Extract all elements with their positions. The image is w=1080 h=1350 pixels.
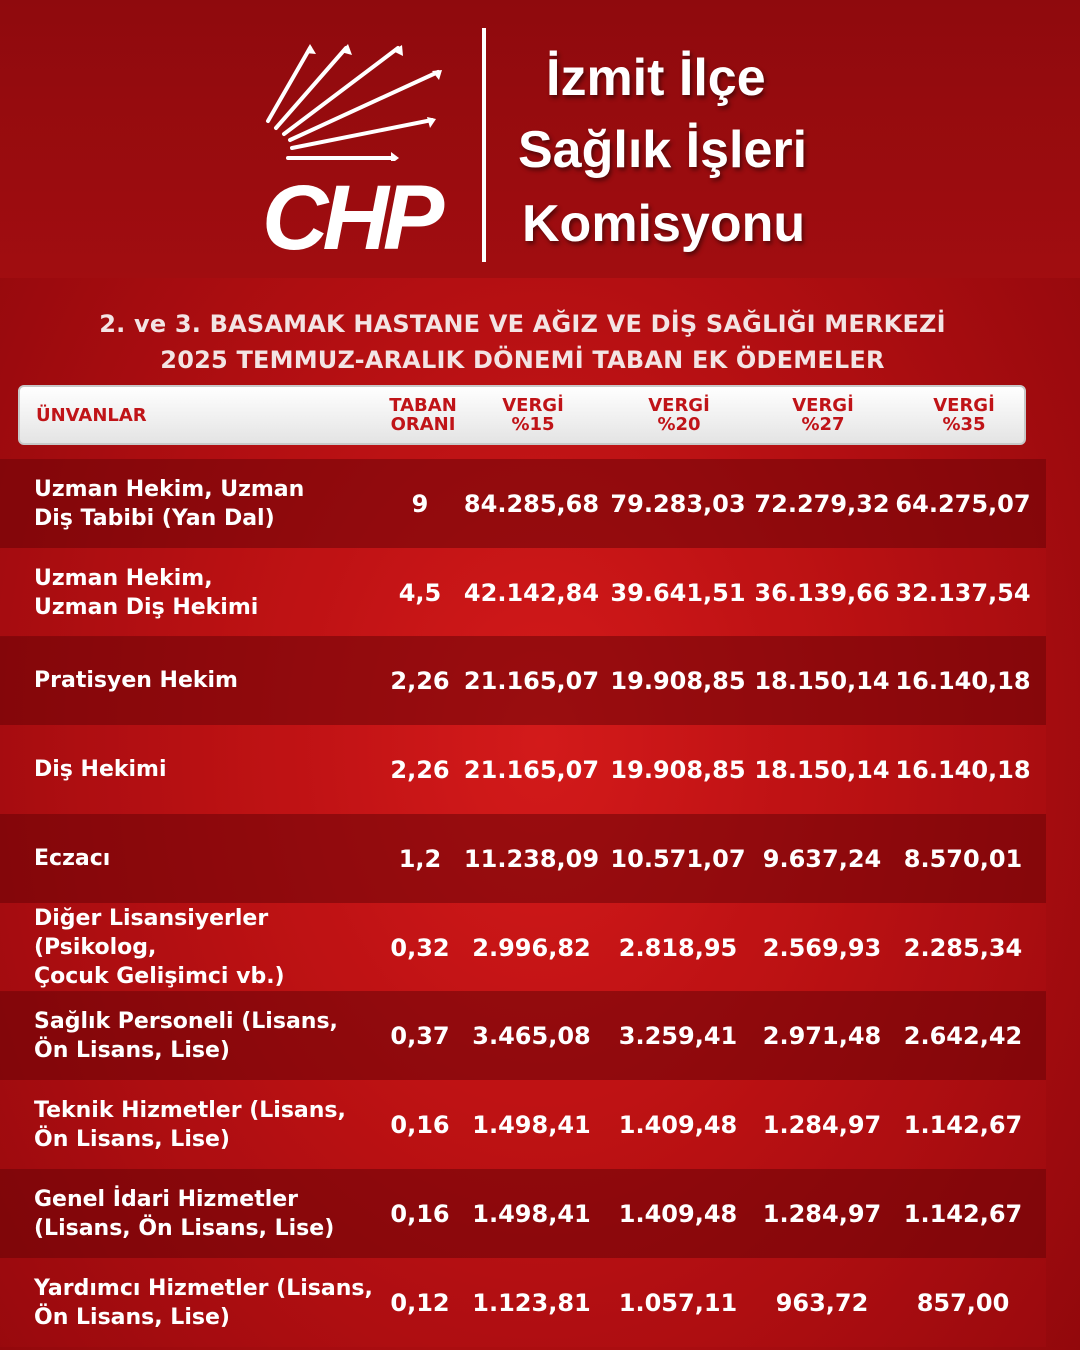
table-row	[0, 725, 1046, 814]
vergi-15-cell: 1.498,41	[472, 1110, 591, 1139]
taban-orani-cell: 2,26	[390, 666, 450, 695]
taban-orani-cell: 0,12	[390, 1288, 450, 1317]
row-title-line1: Diğer Lisansiyerler (Psikolog,	[34, 906, 269, 960]
vergi-20-cell: 19.908,85	[610, 755, 746, 784]
vergi-27-cell: 72.279,32	[754, 489, 890, 518]
vergi-35-cell: 1.142,67	[903, 1110, 1023, 1139]
vergi-15-cell: 21.165,07	[463, 755, 600, 784]
chp-logo-text: CHP	[262, 167, 439, 269]
chp-six-arrows-icon	[258, 36, 458, 161]
vergi-27-cell: 2.971,48	[762, 1021, 882, 1050]
taban-orani-cell: 0,37	[390, 1021, 450, 1050]
row-title-line1: Uzman Hekim,	[34, 565, 213, 591]
row-title-line2: (Lisans, Ön Lisans, Lise)	[34, 1215, 335, 1241]
vergi-27-cell: 1.284,97	[762, 1199, 882, 1228]
row-title-line1: Yardımcı Hizmetler (Lisans,	[34, 1275, 373, 1301]
header-vergi-15-line2: %15	[511, 414, 555, 435]
row-title	[34, 1258, 384, 1347]
row-title	[34, 459, 384, 548]
vergi-15-cell: 3.465,08	[472, 1021, 591, 1050]
table-row	[0, 1258, 1046, 1347]
taban-orani-cell: 0,32	[390, 933, 450, 962]
header-vergi-20	[646, 396, 712, 434]
vergi-27-cell: 18.150,14	[754, 755, 890, 784]
header-vergi-35-line1: VERGİ	[933, 395, 995, 416]
table-row	[0, 903, 1046, 992]
row-title-line1: Eczacı	[34, 846, 111, 871]
vergi-20-cell: 3.259,41	[618, 1021, 738, 1050]
row-title-line2: Ön Lisans, Lise)	[34, 1126, 230, 1152]
header-vergi-27	[790, 396, 856, 434]
header-vergi-27-line2: %27	[801, 414, 845, 435]
row-title-line1: Genel İdari Hizmetler	[34, 1186, 299, 1212]
title-line-1: İzmit İlçe	[546, 49, 766, 107]
vergi-15-cell: 2.996,82	[472, 933, 591, 962]
vergi-27-cell: 963,72	[775, 1288, 869, 1317]
vergi-20-cell: 2.818,95	[618, 933, 738, 962]
header-unvanlar: ÜNVANLAR	[36, 405, 147, 426]
header-vergi-35-line2: %35	[942, 414, 986, 435]
vergi-15-cell: 84.285,68	[463, 489, 600, 518]
vergi-27-cell: 9.637,24	[762, 844, 882, 873]
row-title	[34, 903, 384, 992]
row-title-line2: Ön Lisans, Lise)	[34, 1037, 230, 1063]
row-title-line1: Pratisyen Hekim	[34, 668, 238, 693]
vergi-20-cell: 1.057,11	[618, 1288, 738, 1317]
row-title-line1: Sağlık Personeli (Lisans,	[34, 1008, 338, 1034]
taban-orani-cell: 4,5	[398, 578, 442, 607]
table-row	[0, 1080, 1046, 1169]
table-row	[0, 459, 1046, 548]
row-title	[34, 814, 384, 903]
table-row	[0, 991, 1046, 1080]
vergi-27-cell: 1.284,97	[762, 1110, 882, 1139]
vergi-15-cell: 21.165,07	[463, 666, 600, 695]
vergi-20-cell: 1.409,48	[618, 1199, 738, 1228]
header-vergi-27-line1: VERGİ	[792, 395, 854, 416]
row-title	[34, 1080, 384, 1169]
table-row	[0, 548, 1046, 637]
header-vergi-15-line1: VERGİ	[502, 395, 564, 416]
row-title-line2: Uzman Diş Hekimi	[34, 594, 259, 620]
header-vergi-20-line2: %20	[657, 414, 701, 435]
header-banner	[0, 0, 1080, 278]
header-vergi-15	[500, 396, 566, 434]
table-row	[0, 814, 1046, 903]
row-title	[34, 548, 384, 637]
row-title	[34, 636, 384, 725]
vergi-35-cell: 2.285,34	[903, 933, 1023, 962]
table-header	[18, 385, 1026, 445]
taban-orani-cell: 1,2	[398, 844, 442, 873]
title-line-3: Komisyonu	[522, 195, 806, 253]
table-row	[0, 1169, 1046, 1258]
taban-orani-cell: 2,26	[390, 755, 450, 784]
row-title	[34, 725, 384, 814]
row-title-line2: Ön Lisans, Lise)	[34, 1304, 230, 1330]
taban-orani-cell: 9	[411, 489, 429, 518]
header-taban-orani-line2: ORANI	[390, 414, 456, 435]
header-taban-orani-line1: TABAN	[389, 395, 457, 416]
header-vergi-20-line1: VERGİ	[648, 395, 710, 416]
row-title	[34, 1169, 384, 1258]
vergi-35-cell: 16.140,18	[895, 755, 1031, 784]
vergi-35-cell: 32.137,54	[895, 578, 1031, 607]
vergi-27-cell: 18.150,14	[754, 666, 890, 695]
vergi-27-cell: 2.569,93	[762, 933, 882, 962]
taban-orani-cell: 0,16	[390, 1110, 450, 1139]
vergi-20-cell: 39.641,51	[610, 578, 746, 607]
vergi-35-cell: 64.275,07	[895, 489, 1031, 518]
vergi-15-cell: 42.142,84	[463, 578, 600, 607]
vergi-35-cell: 1.142,67	[903, 1199, 1023, 1228]
taban-orani-cell: 0,16	[390, 1199, 450, 1228]
header-vergi-35	[931, 396, 997, 434]
row-title-line1: Diş Hekimi	[34, 757, 167, 782]
vergi-15-cell: 1.123,81	[472, 1288, 591, 1317]
vergi-15-cell: 1.498,41	[472, 1199, 591, 1228]
vergi-20-cell: 79.283,03	[610, 489, 746, 518]
vergi-27-cell: 36.139,66	[754, 578, 890, 607]
vergi-20-cell: 10.571,07	[610, 844, 746, 873]
row-title	[34, 991, 384, 1080]
table-row	[0, 636, 1046, 725]
vergi-35-cell: 2.642,42	[903, 1021, 1023, 1050]
vergi-35-cell: 16.140,18	[895, 666, 1031, 695]
vergi-35-cell: 8.570,01	[903, 844, 1023, 873]
subtitle-line-2: 2025 TEMMUZ-ARALIK DÖNEMİ TABAN EK ÖDEMELER	[160, 346, 885, 374]
subtitle-line-1: 2. ve 3. BASAMAK HASTANE VE AĞIZ VE DİŞ SAĞLIĞI MERKEZİ	[99, 310, 946, 338]
row-title-line2: Diş Tabibi (Yan Dal)	[34, 505, 275, 531]
title-line-2: Sağlık İşleri	[518, 121, 808, 179]
header-divider	[482, 28, 486, 262]
row-title-line1: Teknik Hizmetler (Lisans,	[34, 1097, 346, 1123]
row-title-line1: Uzman Hekim, Uzman	[34, 476, 305, 502]
vergi-20-cell: 1.409,48	[618, 1110, 738, 1139]
vergi-20-cell: 19.908,85	[610, 666, 746, 695]
vergi-35-cell: 857,00	[916, 1288, 1010, 1317]
header-taban-orani	[388, 396, 458, 434]
row-title-line2: Çocuk Gelişimci vb.)	[34, 964, 285, 989]
vergi-15-cell: 11.238,09	[463, 844, 600, 873]
